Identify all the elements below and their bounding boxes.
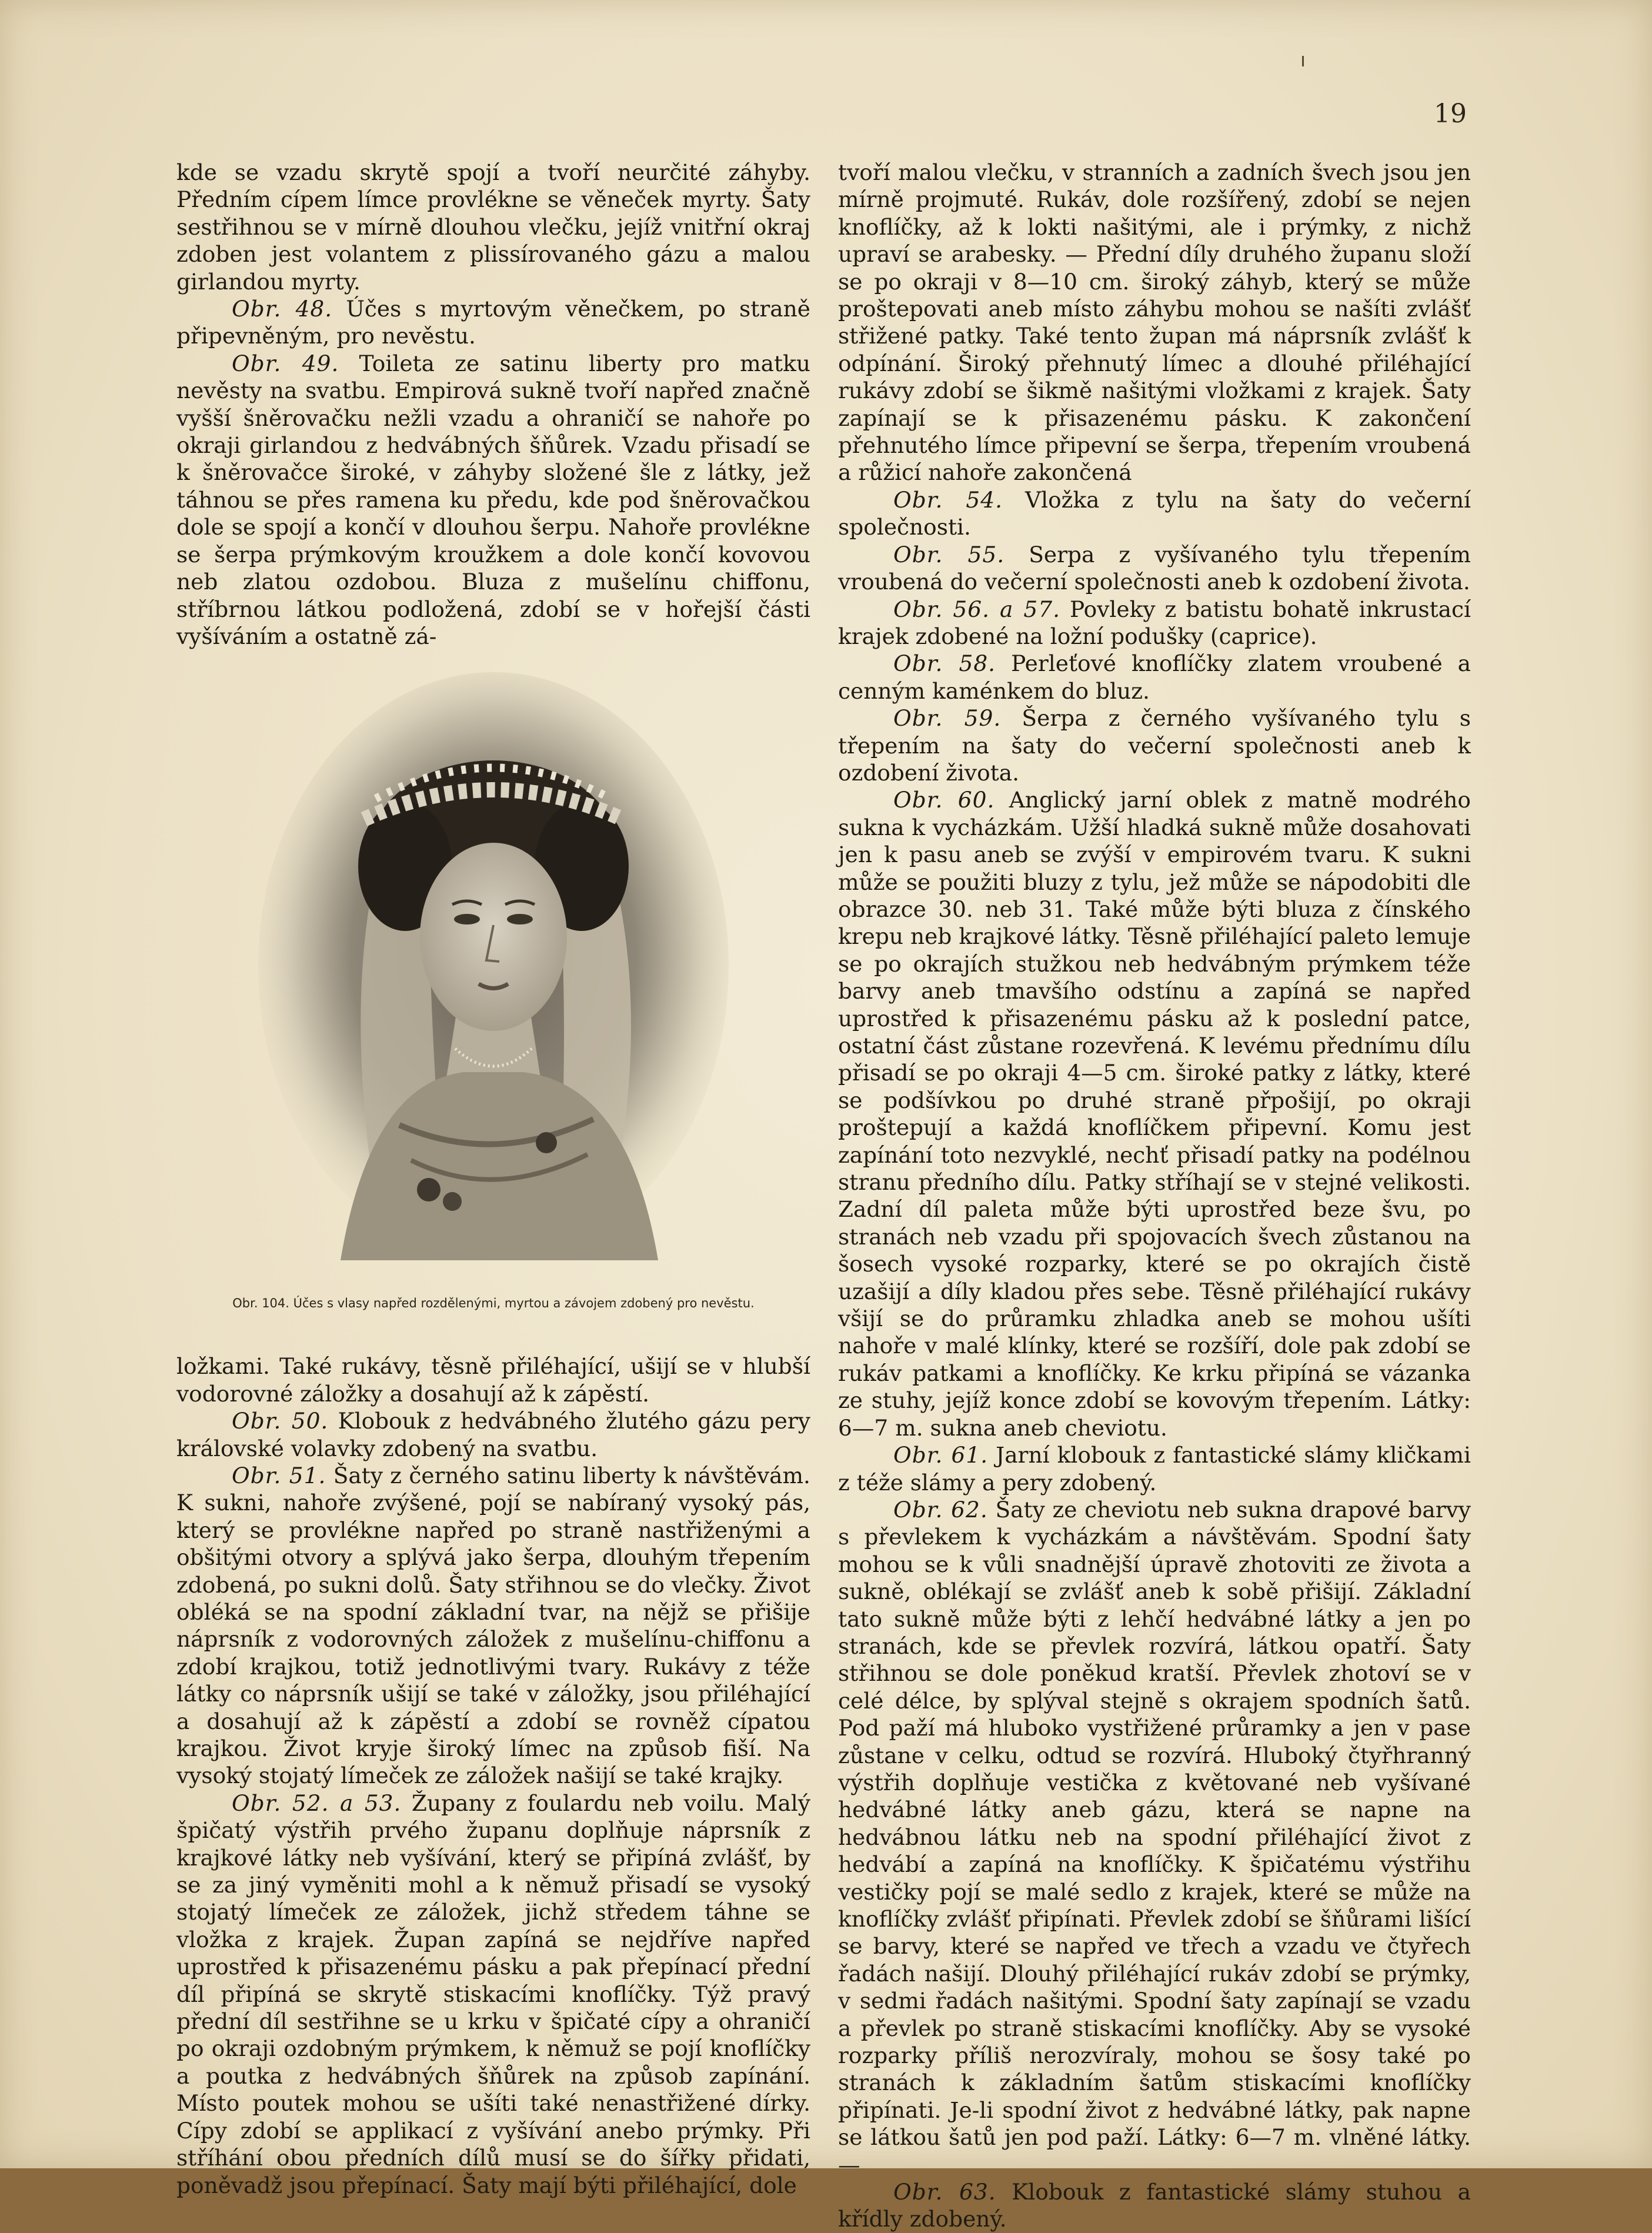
portrait-illustration — [252, 672, 735, 1272]
paragraph-text: Jarní klobouk z fantastické slámy kličkami z téže slámy a pery zdobený. — [838, 1442, 1471, 1496]
paragraph-text: Povleky z batistu bohatě inkrustací krajek zdobené na ložní podušky (caprice). — [838, 596, 1471, 649]
paragraph-obr-61 — [838, 1441, 1471, 1496]
paragraph-text: Serpa z vyšívaného tylu třepením vroubená do večerní společnosti aneb k ozdobení života. — [838, 541, 1471, 595]
paragraph-obr-52-53 — [176, 1790, 810, 2199]
figure-ref: Obr. 48. — [232, 296, 333, 322]
left-column — [176, 159, 810, 2199]
paragraph-obr-60 — [838, 786, 1471, 1441]
figure-ref: Obr. 62. — [893, 1496, 988, 1523]
paragraph-text: Perleťové knoflíčky zlatem vroubené a cenným kaménkem do bluz. — [838, 650, 1471, 704]
paragraph-obr-51 — [176, 1462, 810, 1790]
paragraph-obr-54 — [838, 486, 1471, 541]
paragraph-text: Klobouk z fantastické slámy stuhou a křídly zdobený. — [838, 2179, 1471, 2232]
figure-ref: Obr. 54. — [893, 486, 1003, 513]
paragraph-text: Šaty z černého satinu liberty k návštěvám. K sukni, nahoře zvýšené, pojí se nabíraný vysoký pás, který se provlékne napřed po straně nastřiženými a obšitými otvory a splývá jako šerpa, dlouhým třepením zdobená, po sukni dolů. Šaty střihnou se do vlečky. Život obléká se na spodní základní tvar, na nějž se přišije náprsník z vodorovných záložek z mušelínu-chiffonu a zdobí krajkou, totiž jednotlivými tvary. Rukávy z téže látky co náprsník ušijí se také v záložky, jsou přiléhající a dosahují až k zápěstí a zdobí se rovněž cípatou krajkou. Život kryje široký límec na způsob fiší. Na vysoký stojatý límeček ze záložek našijí se také krajky. — [176, 1462, 810, 1789]
paragraph-text: Klobouk z hedvábného žlutého gázu pery královské volavky zdobený na svatbu. — [176, 1408, 810, 1461]
figure-ref: Obr. 59. — [893, 705, 1002, 732]
figure-ref: Obr. 51. — [232, 1462, 326, 1488]
paragraph-text: Šerpa z černého vyšívaného tylu s třepením na šaty do večerní společnosti aneb k ozdobení života. — [838, 705, 1471, 786]
paragraph-text: Anglický jarní oblek z matně modrého sukna k vycházkám. Užší hladká sukně může dosahovati jen k pasu aneb se zvýší v empirovém tvaru. K sukni může se použiti bluzy z tylu, jež může se nápodobiti dle obrazce 30. neb 31. Také může býti bluza z čínského krepu neb krajkové látky. Těsně přiléhající paleto lemuje se po okrajích stužkou neb hedvábným prýmkem téže barvy aneb tmavšího odstínu a zapíná se napřed uprostřed k přisazenému pásku až k poslední patce, ostatní část zůstane rozevřená. K levému přednímu dílu přisadí se po okraji 4—5 cm. široké patky z látky, které se podšívkou po druhé straně přpošijí, po okraji proštepují a každá knoflíčkem připevní. Komu jest zapínání toto nezvyklé, nechť přisadí patky na podélnou stranu předního dílu. Patky stříhají se v stejné velikosti. Zadní díl paleta může býti uprostřed beze švu, po stranách neb vzadu při spojovacích švech zůstanou na šosech vysoké rozparky, které se po okrajích čistě uzašijí a díly kladou přes sebe. Těsně přiléhající rukávy všijí se do průramku zhladka aneb se mohou ušíti nahoře v malé klínky, které se rozšíří, dole pak zdobí se rukáv patkami a knoflíčky. Ke krku připíná se vázanka ze stuhy, jejíž konce zdobí se kovovým třepením. Látky: 6—7 m. sukna aneb cheviotu. — [838, 787, 1471, 1441]
paragraph-obr-55 — [838, 541, 1471, 596]
figure-ref: Obr. 49. — [232, 350, 339, 376]
figure-ref: Obr. 52. a 53. — [232, 1790, 402, 1816]
paragraph-text: Šaty ze cheviotu neb sukna drapové barvy s převlekem k vycházkám a návštěvám. Spodní šaty mohou se k vůli snadnější úpravě zhotoviti ze života a sukně, oblékají se zvlášť aneb k sobě přišijí. Základní tato sukně může býti z lehčí hedvábné látky a jen po stranách, kde se převlek rozvírá, látkou opatří. Šaty střihnou se dole poněkud kratší. Převlek zhotoví se v celé délce, by splýval stejně s okrajem spodních šatů. Pod paží má hluboko vystřižené průramky a jen v pase zůstane v celku, odtud se rozvírá. Hluboký čtyřhranný výstřih doplňuje vestička z květované neb vyšívané hedvábné látky aneb gázu, která se napne na hedvábnou látku neb na spodní přiléhající život z hedvábí a zapíná na knoflíčky. K špičatému výstřihu vestičky pojí se malé sedlo z krajek, které se může na knoflíčky zvlášť připínati. Převlek zdobí se šňůrami lišící se barvy, které se napřed ve třech a vzadu ve čtyřech řadách našijí. Dlouhý přiléhající rukáv zdobí se prýmky, v sedmi řadách našitými. Spodní šaty zapínají se vzadu a převlek po straně stiskacími knoflíčky. Aby se vysoké rozparky příliš nerozvíraly, mohou se šosy také po stranách k základním šatům stiskacími knoflíčky připínati. Je-li spodní život z hedvábné látky, pak napne se látkou šatů jen pod paží. Látky: 6—7 m. vlněné látky. — — [838, 1496, 1471, 2178]
figure-ref: Obr. 60. — [893, 787, 995, 813]
figure-ref: Obr. 55. — [893, 541, 1005, 568]
paragraph-obr-62 — [838, 1496, 1471, 2178]
page-number: 19 — [1434, 99, 1467, 129]
paragraph-obr-50 — [176, 1407, 810, 1462]
print-mark — [1302, 56, 1304, 66]
paragraph: kde se vzadu skrytě spojí a tvoří neurčité záhyby. Předním cípem límce provlékne se věneček myrty. Šaty sestřihnou se v mírně dlouhou vlečku, jejíž vnitřní okraj zdoben jest volantem z plissírovaného gázu a malou girlandou myrty. — [176, 159, 810, 295]
paragraph-obr-58 — [838, 650, 1471, 705]
paragraph-obr-49 — [176, 350, 810, 650]
paragraph-obr-48 — [176, 295, 810, 350]
bride-portrait-image — [252, 672, 735, 1272]
paragraph-text: Vložka z tylu na šaty do večerní společnosti. — [838, 486, 1471, 540]
paragraph-text: Župany z foulardu neb voilu. Malý špičatý výstřih prvého županu doplňuje náprsník z krajkové látky neb vyšívání, který se připíná zvlášť, by se za jiný vyměniti mohl a k němuž přisadí se vysoký stojatý límeček ze záložek, jichž středem táhne se vložka z krajek. Župan zapíná se nejdříve napřed uprostřed k přisazenému pásku a pak přepínací přední díl připíná se skrytě stiskacími knoflíčky. Týž pravý přední díl sestřihne se u krku v špičaté cípy a ohraničí po okraji ozdobným prýmkem, k němuž se pojí knoflíčky a poutka z hedvábných šňůrek na způsob zapínání. Místo poutek mohou se ušíti také nenastřižené dírky. Cípy zdobí se applikací z vyšívání anebo prýmky. Při stříhání obou předních dílů musí se do šířky přidati, poněvadž jsou přepínací. Šaty mají býti přiléhající, dole — [176, 1790, 810, 2198]
figure-ref: Obr. 63. — [893, 2179, 996, 2205]
paragraph-obr-56-57 — [838, 596, 1471, 650]
paragraph-obr-59 — [838, 705, 1471, 786]
paragraph-text: Toileta ze satinu liberty pro matku nevěsty na svatbu. Empirová sukně tvoří napřed značně vyšší šněrovačku nežli vzadu a ohraničí se nahoře po okraji girlandou z hedvábných šňůrek. Vzadu přisadí se k šněrovačce široké, v záhyby složené šle z látky, jež táhnou se přes ramena ku předu, kde pod šněrovačkou dole se spojí a končí v dlouhou šerpu. Nahoře provlékne se šerpa prýmkovým kroužkem a dole končí kovovou neb zlatou ozdobou. Bluza z mušelínu chiffonu, stříbrnou látkou podložená, zdobí se v hořejší části vyšíváním a ostatně zá- — [176, 350, 810, 649]
figure-caption: Obr. 104. Účes s vlasy napřed rozdělenými, myrtou a závojem zdobený pro nevěstu. — [232, 1296, 755, 1311]
figure-ref: Obr. 61. — [893, 1442, 989, 1468]
right-column — [838, 159, 1471, 2233]
paragraph-obr-63 — [838, 2178, 1471, 2233]
figure-ref: Obr. 56. a 57. — [893, 596, 1060, 622]
figure-ref: Obr. 58. — [893, 650, 996, 677]
paragraph: ložkami. Také rukávy, těsně přiléhající, ušijí se v hlubší vodorovné záložky a dosahují až k zápěstí. — [176, 1353, 810, 1407]
paragraph-text: Účes s myrtovým věnečkem, po straně připevněným, pro nevěstu. — [176, 296, 810, 349]
paragraph: tvoří malou vlečku, v stranních a zadních švech jsou jen mírně projmuté. Rukáv, dole rozšířený, zdobí se nejen knoflíčky, až k lokti našitými, ale i prýmky, z nichž upraví se arabesky. — Přední díly druhého županu složí se po okraji v 8—10 cm. široký záhyb, který se může proštepovati aneb místo záhybu mohou se našíti zvlášť střižené patky. Také tento župan má náprsník zvlášť k odpínání. Široký přehnutý límec a dlouhé přiléhající rukávy zdobí se šikmě našitými vložkami z krajek. Šaty zapínají se k přisazenému pásku. K zakončení přehnutého límce připevní se šerpa, třepením vroubená a růžicí nahoře zakončená — [838, 159, 1471, 486]
figure-ref: Obr. 50. — [232, 1408, 329, 1434]
